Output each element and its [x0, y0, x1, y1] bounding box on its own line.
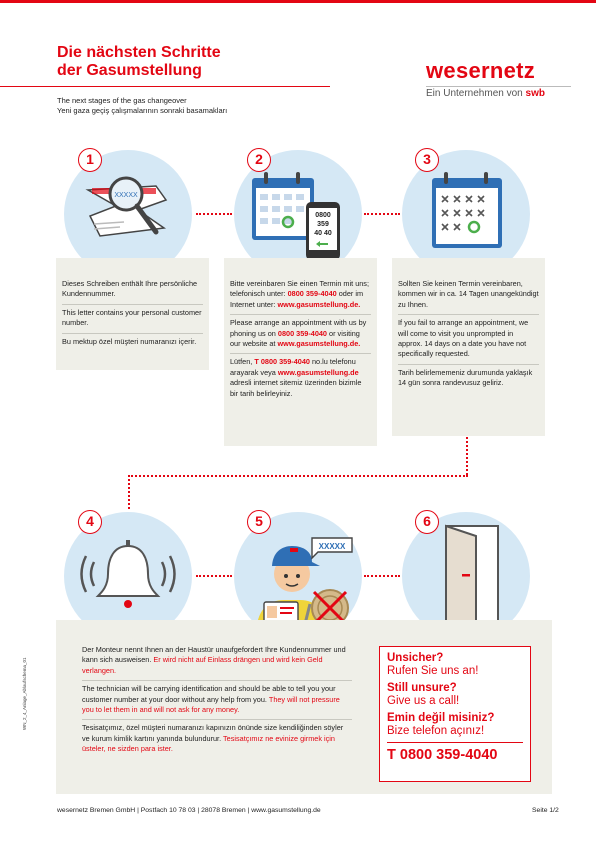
connector-5-6 — [364, 575, 400, 577]
cta-phone-link[interactable]: T 0800 359-4040 — [387, 742, 523, 763]
box1-english: This letter contains your personal customer number. — [62, 304, 203, 333]
connector-2-3 — [364, 213, 400, 215]
wesernetz-logo — [426, 58, 571, 99]
box1-german: Dieses Schreiben enthält Ihre persönliche Kundennummer. — [62, 279, 198, 299]
cta-answer-tr: Bize telefon açınız! — [387, 725, 485, 737]
phone-link-de[interactable]: 0800 359-4040 — [287, 289, 337, 299]
box2-turkish: Lütfen, T 0800 359-4040 no.lu telefonu arayarak veya www.gasumstellung.de adresli internet sitemiz üzerinden bizimle bir tarih belirleyiniz. — [230, 353, 371, 403]
cta-question-de: Unsicher? — [387, 652, 444, 664]
connector-4-5 — [196, 575, 232, 577]
cta-answer-de: Rufen Sie uns an! — [387, 665, 479, 677]
svg-text:0800: 0800 — [315, 212, 331, 219]
document-code: WN_2_4_Anlage_Ablaufschema_01 — [22, 657, 27, 730]
footer-address: wesernetz Bremen GmbH | Postfach 10 78 03 | 28078 Bremen | www.gasumstellung.de — [57, 807, 321, 814]
call-to-action-box — [379, 646, 531, 782]
top-accent-line — [0, 0, 596, 3]
swb-brand: swb — [525, 88, 545, 99]
title-line-1: Die nächsten Schritte — [57, 44, 221, 61]
svg-text:XXXXX: XXXXX — [114, 192, 138, 199]
step-1-number: 1 — [78, 148, 102, 172]
info-box-step-3 — [392, 258, 545, 436]
phone-link-en[interactable]: 0800 359-4040 — [277, 328, 327, 338]
phone-link-tr[interactable]: T 0800 359-4040 — [254, 357, 310, 367]
website-link-tr[interactable]: www.gasumstellung.de — [277, 367, 359, 377]
subtitle-en: The next stages of the gas changeover — [57, 96, 187, 105]
website-link-de[interactable]: www.gasumstellung.de. — [277, 299, 361, 309]
box2-german: Bitte vereinbaren Sie einen Termin mit uns; telefonisch unter: 0800 359-4040 oder im Internet unter: www.gasumstellung.de. — [230, 279, 369, 309]
website-link-en[interactable]: www.gasumstellung.de. — [277, 339, 361, 349]
step-6-number: 6 — [415, 510, 439, 534]
svg-text:359: 359 — [317, 221, 329, 228]
box3-turkish: Tarih belirlememeniz durumunda yaklaşık 14 gün sonra randevusuz geliriz. — [398, 364, 539, 393]
box2-english: Please arrange an appointment with us by phoning us on 0800 359-4040 or visiting our website at www.gasumstellung.de. — [230, 314, 371, 353]
step-4-number: 4 — [78, 510, 102, 534]
box3-english: If you fail to arrange an appointment, we will come to visit you unprompted in approx. 14 days on a date you have not specifically requested. — [398, 314, 539, 364]
connector-1-2 — [196, 213, 232, 215]
step-2-number: 2 — [247, 148, 271, 172]
box4-german: Der Monteur nennt Ihnen an der Haustür unaufgefordert Ihre Kundennummer und kann sich ausweisen. Er wird nicht auf Einlass drängen und wird kein Geld verlangen. — [82, 645, 346, 675]
box3-german: Sollten Sie keinen Termin vereinbaren, kommen wir in ca. 14 Tagen unangekündigt zu Ihnen. — [398, 279, 539, 309]
title-underline — [0, 86, 330, 87]
logo-wordmark: wesernetz — [426, 58, 536, 83]
box1-turkish: Bu mektup özel müşteri numaranızı içerir. — [62, 333, 203, 351]
svg-text:XXXXX: XXXXX — [318, 542, 346, 551]
step-3-number: 3 — [415, 148, 439, 172]
info-box-step-2 — [224, 258, 377, 446]
cta-question-en: Still unsure? — [387, 682, 457, 694]
title-line-2: der Gasumstellung — [57, 62, 202, 79]
subtitle — [57, 96, 357, 116]
cta-question-tr: Emin değil misiniz? — [387, 712, 495, 724]
page-title — [57, 44, 357, 80]
connector-4-down — [128, 475, 130, 509]
connector-3-down — [466, 437, 468, 475]
step-5-number: 5 — [247, 510, 271, 534]
logo-rule — [426, 86, 571, 87]
connector-3-4-horizontal — [128, 475, 468, 477]
logo-tagline: Ein Unternehmen von swb — [426, 88, 545, 99]
box4-turkish: Tesisatçımız, özel müşteri numaranızı kapınızın önünde size kendiliğinden söyler ve kurum kimlik kartını yanında bulundurur. Tesisatçımız ne evinize girmek için üsteler, ne sizden para ister. — [82, 719, 352, 758]
subtitle-tr: Yeni gaza geçiş çalışmalarının sonraki basamakları — [57, 106, 228, 115]
page-number: Seite 1/2 — [532, 807, 559, 814]
info-box-step-1 — [56, 258, 209, 370]
svg-text:40 40: 40 40 — [314, 230, 332, 237]
cta-answer-en: Give us a call! — [387, 695, 460, 707]
box4-english: The technician will be carrying identification and should be able to tell you your customer number at your door without any help from you. They will not pressure you to let them in and will not ask for any money. — [82, 680, 352, 719]
